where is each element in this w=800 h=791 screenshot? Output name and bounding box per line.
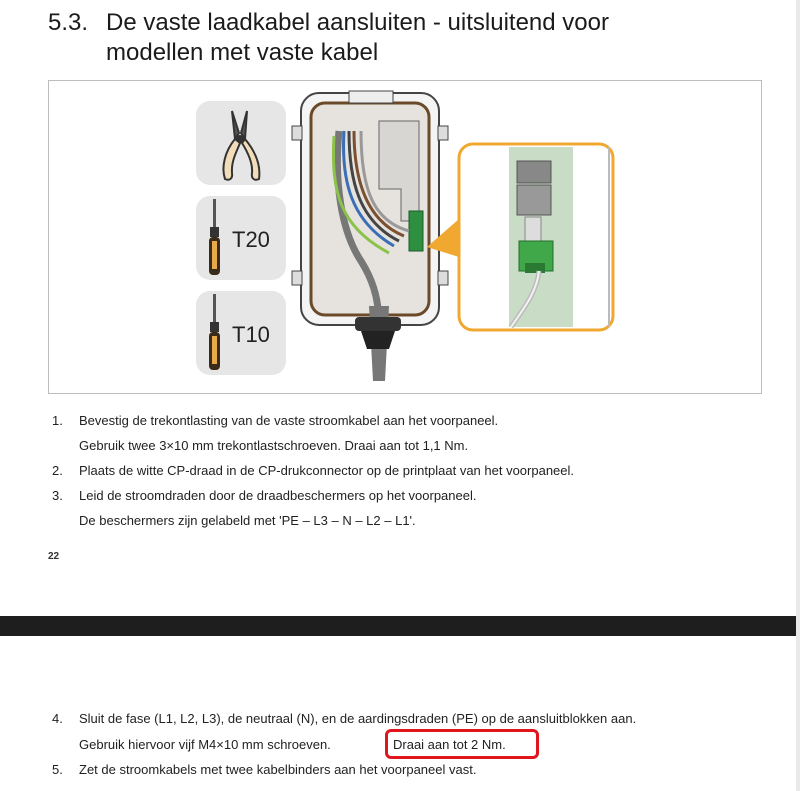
step-number: 2. (52, 463, 63, 478)
step-text: Bevestig de trekontlasting van de vaste stroomkabel aan het voorpaneel. (79, 413, 499, 428)
t20-label: T20 (232, 227, 270, 252)
step-text: Plaats de witte CP-draad in de CP-drukconnector op de printplaat van het voorpaneel. (79, 463, 575, 478)
step-number: 3. (52, 488, 63, 503)
scroll-edge (796, 0, 800, 791)
step-text-part-a: Gebruik hiervoor vijf M4×10 mm schroeven. (79, 737, 331, 752)
step-text: De beschermers zijn gelabeld met 'PE – L3 – N – L2 – L1'. (79, 513, 416, 528)
step-number: 4. (52, 711, 63, 726)
step-number: 5. (52, 762, 63, 777)
steps-top (52, 412, 772, 542)
section-title-line-1: De vaste laadkabel aansluiten - uitsluitend voor (106, 9, 609, 36)
charger-enclosure (292, 91, 448, 381)
installation-figure (48, 80, 762, 394)
section-title (106, 8, 746, 68)
page-divider (0, 616, 800, 636)
connector-detail-callout (459, 144, 613, 330)
step-text: Sluit de fase (L1, L2, L3), de neutraal (N), en de aardingsdraden (PE) op de aansluitblokken aan. (79, 711, 637, 726)
page-number: 22 (48, 551, 60, 562)
step-text: Gebruik twee 3×10 mm trekontlastschroeven. Draai aan tot 1,1 Nm. (79, 438, 469, 453)
t10-label: T10 (232, 322, 270, 347)
torque-highlight-box (385, 729, 539, 759)
section-number: 5.3. (48, 9, 89, 36)
page-bottom (0, 636, 800, 791)
step-text-part-b: Draai aan tot 2 Nm. (393, 737, 506, 752)
step-text: Leid de stroomdraden door de draadbeschermers op het voorpaneel. (79, 488, 477, 503)
step-number: 1. (52, 413, 63, 428)
step-text: Zet de stroomkabels met twee kabelbinders aan het voorpaneel vast. (79, 762, 477, 777)
figure-illustration (49, 81, 761, 393)
section-title-line-2: modellen met vaste kabel (106, 39, 379, 66)
